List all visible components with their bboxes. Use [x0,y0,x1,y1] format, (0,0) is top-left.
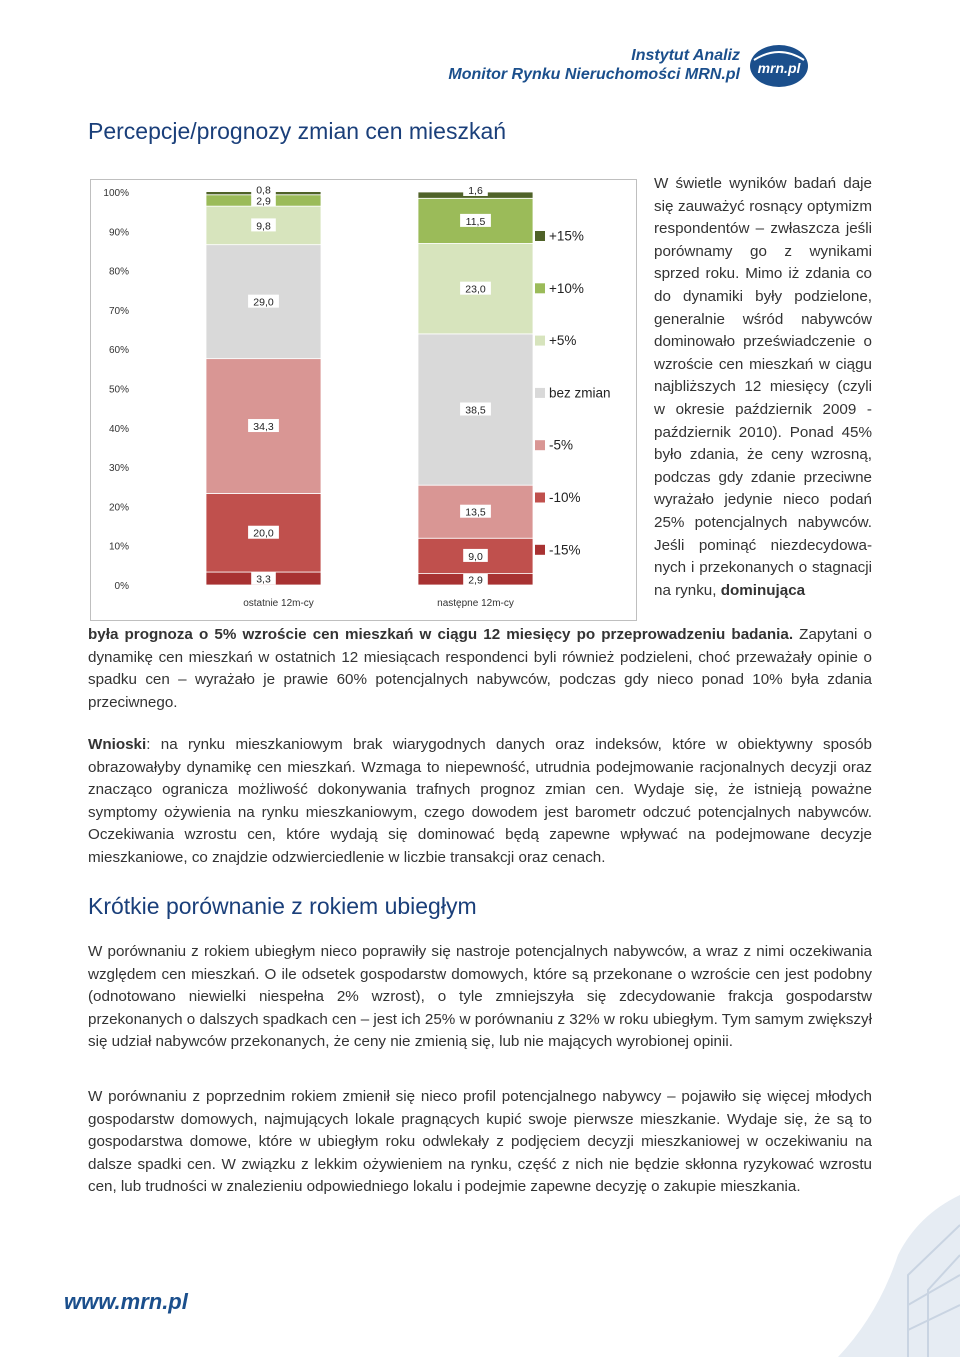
brand-name: Instytut Analiz [631,47,740,64]
y-tick-label: 60% [108,345,129,357]
data-label: 34,3 [253,421,274,434]
footer-url[interactable]: www.mrn.pl [64,1289,188,1314]
data-label: 11,5 [465,215,486,228]
building-decoration-icon [838,1195,960,1357]
data-label: 13,5 [465,506,486,519]
comparison-paragraph-2: W porównaniu z poprzednim rokiem zmienił się nieco profil potencjalnego nabywcy – pojawiło się więcej młodych gospodarstw domowych, najmujących lokale pragnących kupić swoje pierwsze mieszkanie. Wydaje się, że są to gospodarstwa domowe, które w ubiegłym roku odwlekały z podjęciem decyzji mieszkaniowej w oczekiwaniu na dalsze spadki cen. W związku z lekkim ożywieniem na rynku, część z nich nie będzie skłonna ryzykować wzrostu cen, lub trudności w znalezieniu odpowiedniego lokalu i podejmie zapewne decyzję o zakupie mieszkania. [88,1088,872,1196]
paragraph-bold-forecast: była prognoza o 5% wzroście cen mieszkań w ciągu 12 miesięcy po przeprowadzeniu badania. [88,626,794,643]
brand-subtitle: Monitor Rynku Nieruchomości MRN.pl [448,66,740,83]
data-label: 3,3 [256,573,271,586]
y-tick-label: 80% [108,266,129,278]
y-tick-label: 30% [108,463,129,475]
legend-swatch [535,231,545,241]
data-label: 20,0 [253,527,274,540]
data-label: 23,0 [465,283,486,296]
data-label: 9,8 [256,220,271,233]
mrn-logo-icon [748,42,810,88]
y-tick-label: 10% [108,541,129,553]
legend-label: -15% [549,542,581,558]
legend-label: +5% [549,333,577,349]
conclusions-label: Wnioski [88,736,147,753]
legend-label: -10% [549,490,581,505]
section-title-porownanie: Krótkie porównanie z rokiem ubiegłym [88,893,477,919]
section-title-percepcje: Percepcje/prognozy zmian cen mieszkań [88,118,507,144]
legend-label: bez zmian [549,385,611,401]
stacked-bar-chart [90,179,637,621]
legend-swatch [535,545,545,555]
data-label: 29,0 [253,296,274,309]
y-tick-label: 90% [108,227,129,239]
y-tick-label: 50% [108,384,129,396]
data-label: 38,5 [465,404,486,417]
y-tick-label: 0% [114,581,129,592]
legend-swatch [535,493,545,503]
data-label: 1,6 [468,185,483,197]
chart-canvas [91,180,638,622]
y-tick-label: 70% [108,305,129,317]
legend-swatch [535,440,545,450]
y-tick-label: 20% [108,502,129,514]
comparison-paragraph-1: W porównaniu z rokiem ubiegłym nieco poprawiły się nastroje potencjalnych nabywców, a wraz z nimi oczekiwania względem cen mieszkań. O ile odsetek gospodarstw domowych, które są przekonane o wzroście cen jest podobny (odnotowano niewielki niespełna 2% wzrost), o tyle zmniejszyła się zdecydowanie frakcja gospodarstw przekonanych o dalszych spadkach cen – jest ich 25% w porównaniu z 32% w roku ubiegłym. Tym samym zwiększył się udział nabywców przekonanych, że ceny nie zmienią się, lub nie mających wyrobionej opinii. [88,943,872,1051]
category-label: następne 12m-cy [437,598,514,609]
conclusions-text: : na rynku mieszkaniowym brak wiarygodnych danych oraz indeksów, które w obiektywny sposób obrazowałyby dynamikę cen mieszkań. Wzmaga to niepewność, utrudnia podejmowanie racjonalnych decyzji oraz znacząco ogranicza możliwość dokonywania trafnych prognoz zmian cen. Wydaje się, że istnieją poważne symptomy ożywienia na rynku mieszkaniowym, czego dowodem jest barometr odczuć potencjalnych nabywców. Oczekiwania wzrostu cen, które wydają się dominować będą zapewne wpływać na podejmowane decyzje mieszkaniowe, co znajdzie odzwierciedlenie w liczbie transakcji oraz cenach. [88,736,872,866]
side-paragraph [654,173,872,602]
data-label: 0,8 [256,184,271,197]
legend-label: -5% [549,437,574,453]
legend-swatch [535,388,545,398]
conclusions-paragraph [88,734,872,870]
side-paragraph-bold: dominująca [720,581,806,599]
y-tick-label: 40% [108,423,129,435]
legend-label: +15% [549,228,584,244]
y-tick-label: 100% [103,188,129,199]
header-brand [440,46,740,84]
legend-label: +10% [549,280,584,296]
paragraph-text: Zapytani o dynamikę cen mieszkań w ostatnich 12 miesiącach respondenci byli również podzieleni, choć przeważały opinie o spadku cen – wyrażało je prawie 60% potencjalnych nabywców, podczas gdy nieco ponad 10% była zdania przeciwnego. [88,626,872,711]
data-label: 2,9 [256,195,271,208]
side-paragraph-text: W świetle wyników badań daje się zauważyć rosnący optymizm respondentów – zwłaszcza jeśli porównamy go z wynikami sprzed roku. Mimo iż zdania co do dynamiki były podzielone, generalnie wśród nabywców dominowało przeświadczenie o wzroście cen mieszkań w ciągu najbliższych 12 miesięcy (czyli w okresie październik 2009 - październik 2010). Ponad 45% było zdania, że ceny wzrosną, podczas gdy zdanie przeciwne wyrażało jedynie nieco podań 25% potencjalnych nabywców. Jeśli pominąć niezdecydowanych i przekonanych o stagnacji na rynku, [654,175,872,599]
category-label: ostatnie 12m-cy [243,598,314,609]
legend-swatch [535,336,545,346]
paragraph-continuation [88,624,872,714]
logo-text: mrn.pl [757,60,801,76]
legend-swatch [535,283,545,293]
data-label: 2,9 [468,574,483,587]
data-label: 9,0 [468,550,483,563]
